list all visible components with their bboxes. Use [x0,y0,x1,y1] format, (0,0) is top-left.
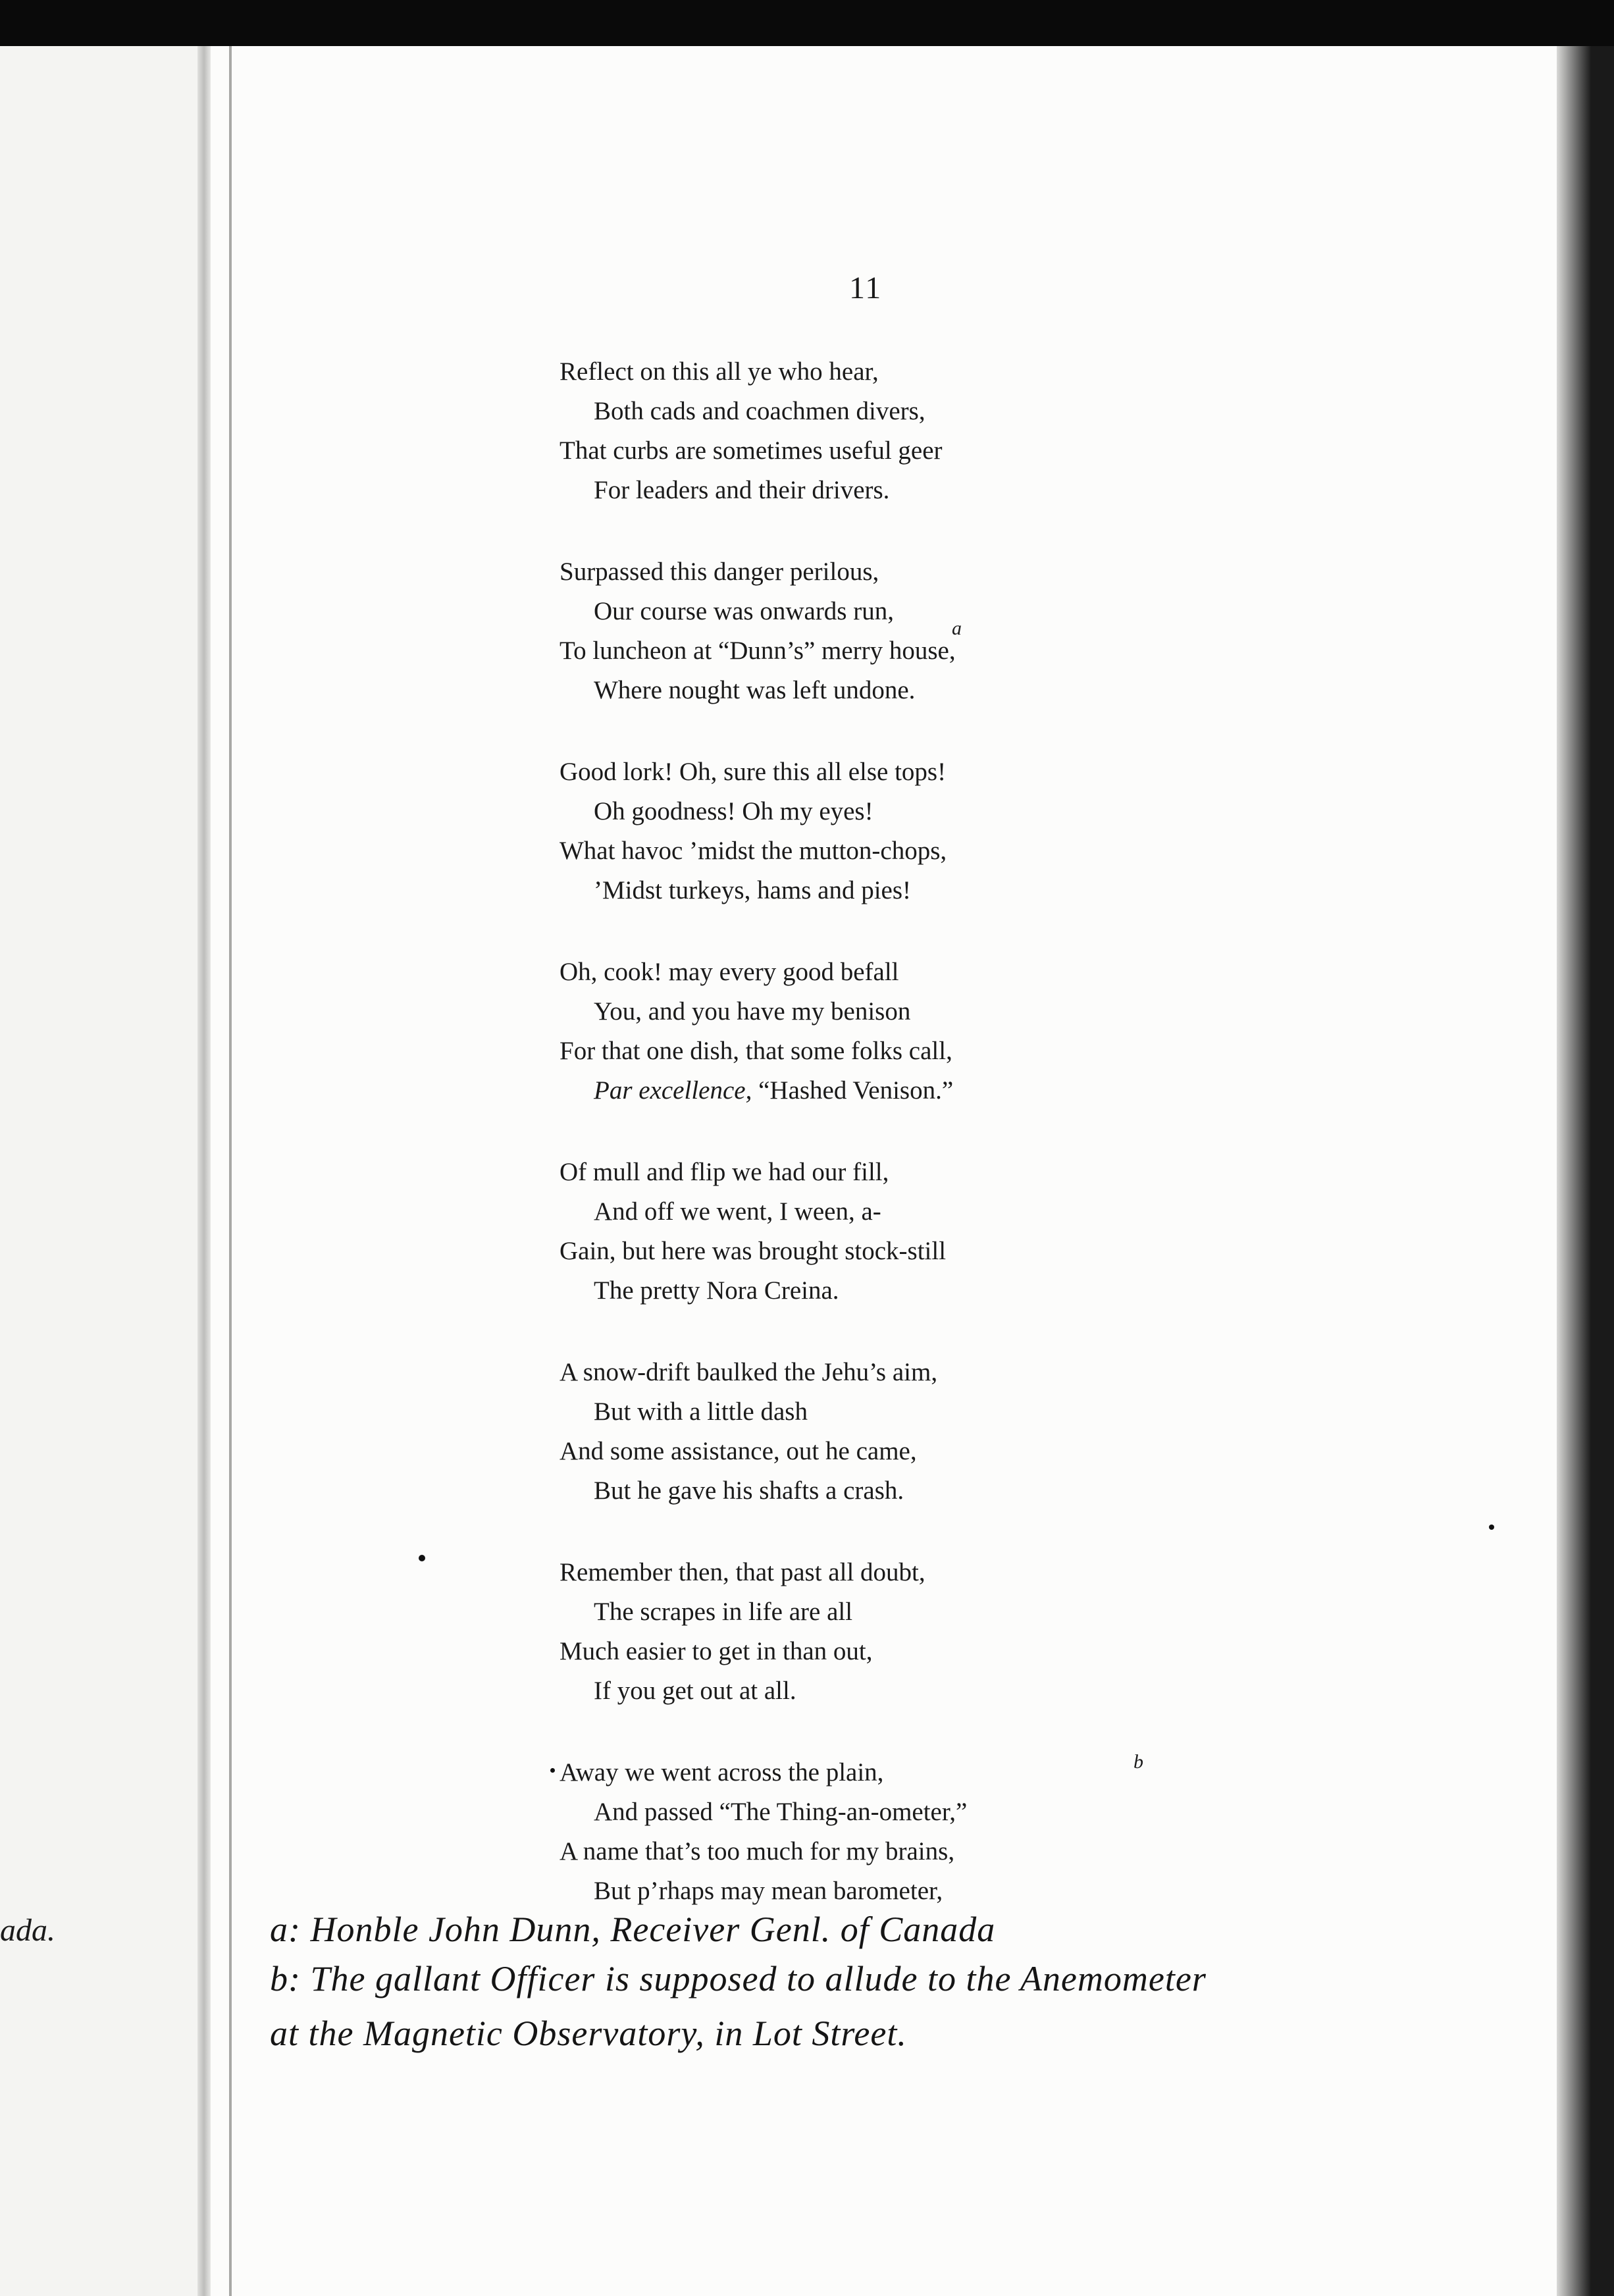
poem-line: And some assistance, out he came, [560,1437,917,1465]
handwritten-note-b-continued: at the Magnetic Observatory, in Lot Street. [270,2014,907,2053]
footnote-mark-a: a [952,617,962,639]
poem-line: Of mull and flip we had our fill, [560,1158,889,1186]
poem-line: The pretty Nora Creina. [594,1276,839,1305]
poem-line: The scrapes in life are all [594,1598,853,1626]
poem-line: But with a little dash [594,1397,808,1426]
footnote-mark-b: b [1133,1751,1143,1773]
poem-line: Where nought was left undone. [594,676,916,704]
poem-line: Reflect on this all ye who hear, [560,357,879,386]
poem-line: Good lork! Oh, sure this all else tops! [560,758,947,786]
poem-line [560,1071,1349,1110]
poem-line: You, and you have my benison [594,997,911,1026]
ink-speck [1489,1525,1494,1530]
stanza-4 [560,952,1349,1110]
poem-line: Remember then, that past all doubt, [560,1558,925,1586]
page-number: 11 [849,271,883,305]
poem-line: A name that’s too much for my brains, [560,1837,955,1866]
poem-line: But p’rhaps may mean barometer, [594,1877,943,1905]
ink-speck [550,1768,555,1773]
poem-line: If you get out at all. [594,1677,796,1705]
poem-line: Surpassed this danger perilous, [560,558,879,586]
page-fold-line [229,46,232,2296]
page-edge [1557,46,1614,2296]
stanza-8 [560,1753,1349,1911]
handwritten-note-b: b: The gallant Officer is supposed to allude to the Anemometer [270,1959,1207,1998]
poem-line: To luncheon at “Dunn’s” merry house, [560,637,956,665]
poem-line: Away we went across the plain, [560,1758,884,1787]
poem-line: And off we went, I ween, a- [594,1197,881,1226]
poem-line: Oh, cook! may every good befall [560,958,899,986]
ink-speck [419,1555,425,1561]
poem-line: For leaders and their drivers. [594,476,890,504]
poem-line: For that one dish, that some folks call, [560,1037,952,1065]
italic-phrase: Par excellence, [594,1076,752,1105]
stanza-3 [560,752,1349,910]
stanza-5 [560,1153,1349,1311]
poem-line: And passed “The Thing-an-ometer,” [594,1798,968,1826]
poem [560,352,1349,1953]
poem-line-text: “Hashed Venison.” [758,1076,954,1105]
poem-line: ’Midst turkeys, hams and pies! [594,876,912,904]
poem-line: Gain, but here was brought stock-still [560,1237,947,1265]
facing-page [0,46,197,2296]
handwritten-note-a: a: Honble John Dunn, Receiver Genl. of Canada [270,1910,996,1949]
poem-line: But he gave his shafts a crash. [594,1476,904,1505]
poem-line: What havoc ’midst the mutton-chops, [560,837,947,865]
poem-line: Both cads and coachmen divers, [594,397,925,425]
stanza-1 [560,352,1349,510]
poem-line: A snow-drift baulked the Jehu’s aim, [560,1358,938,1386]
facing-page-note-fragment: ada. [0,1913,55,1948]
poem-line: Oh goodness! Oh my eyes! [594,797,873,825]
poem-line: Our course was onwards run, [594,597,894,625]
stanza-7 [560,1553,1349,1711]
poem-line: That curbs are sometimes useful geer [560,436,943,465]
poem-line: Much easier to get in than out, [560,1637,873,1665]
stanza-6 [560,1353,1349,1511]
page-gutter [197,46,211,2296]
